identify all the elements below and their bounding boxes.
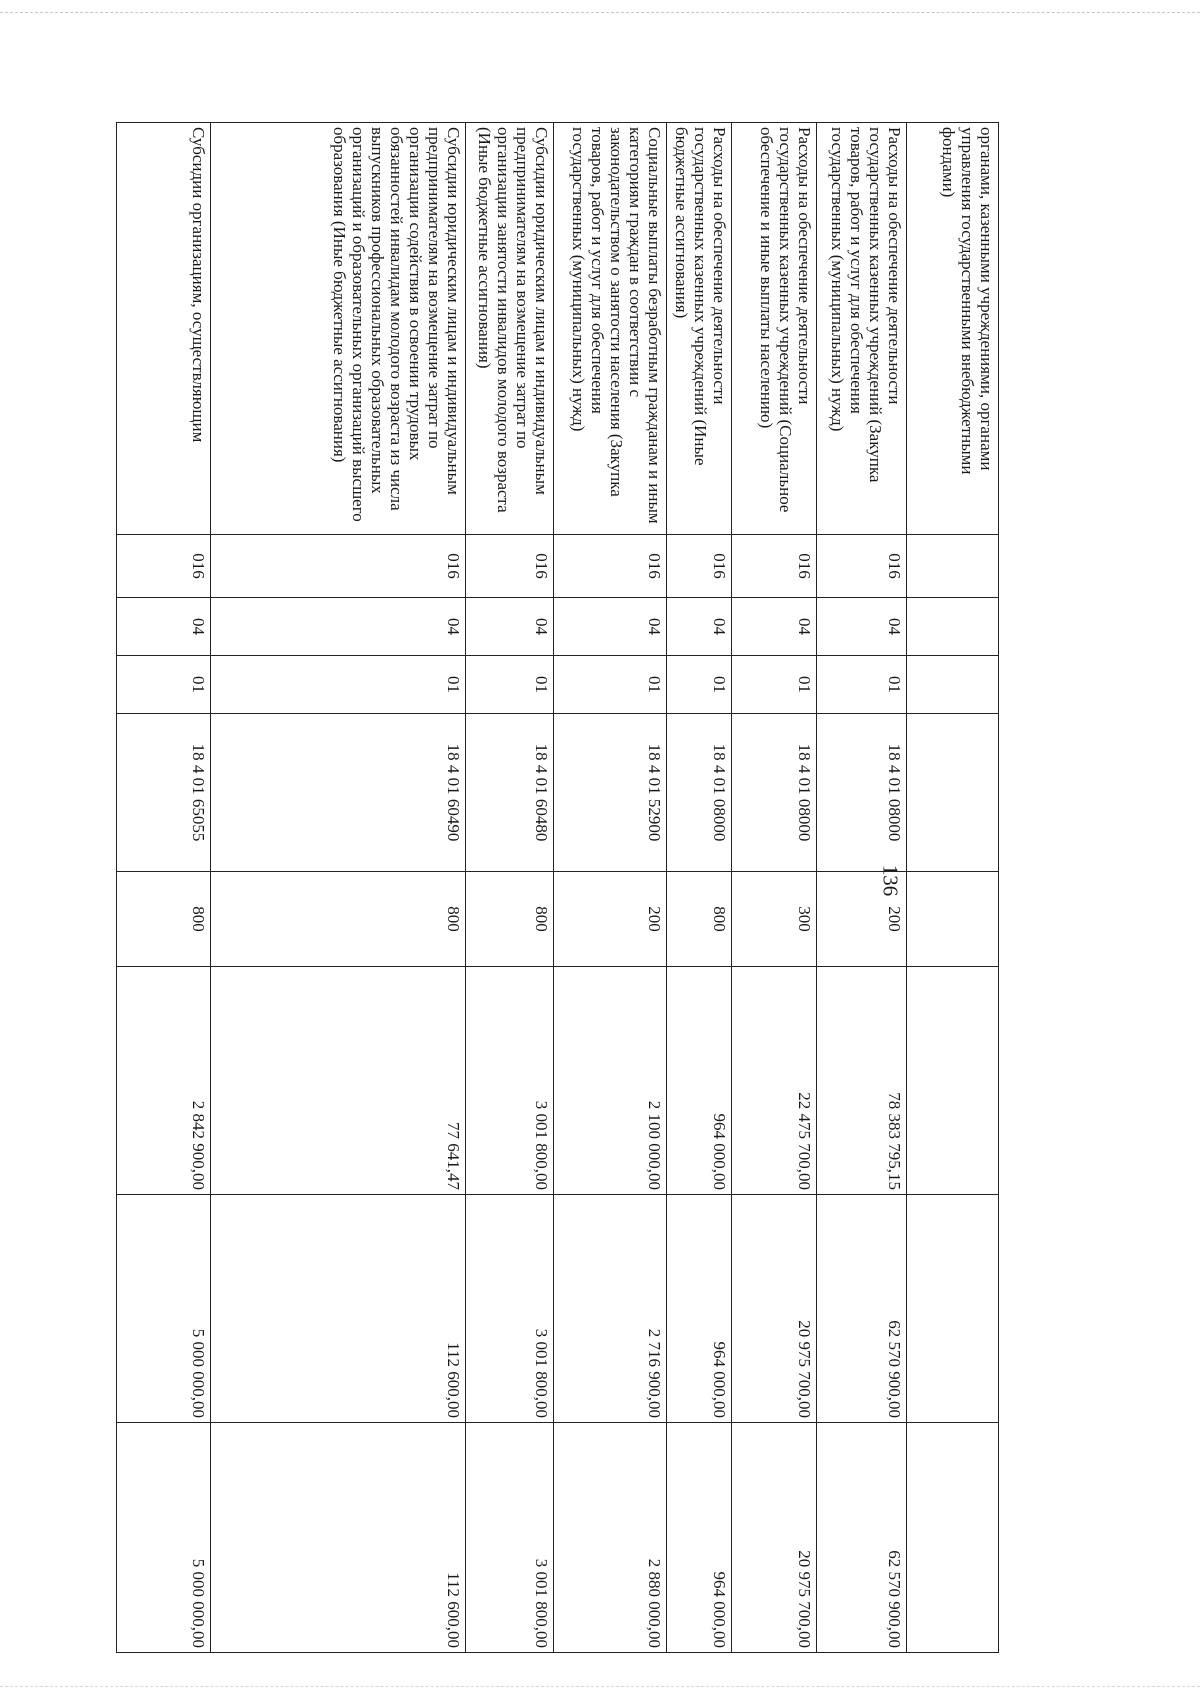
- subsection-code: 01: [466, 656, 554, 714]
- table-row: [554, 123, 667, 1653]
- amount-year-1: 3 001 800,00: [466, 967, 554, 1195]
- amount-year-1: 2 842 900,00: [117, 967, 211, 1195]
- table-row: [732, 123, 817, 1653]
- amount-year-2: [907, 1195, 999, 1423]
- expense-type-code: 300: [732, 872, 817, 967]
- table-row: [817, 123, 907, 1653]
- section-code: 04: [732, 598, 817, 656]
- expense-type-code: 800: [466, 872, 554, 967]
- section-code: 04: [554, 598, 667, 656]
- section-code: 04: [466, 598, 554, 656]
- expense-type-code: [907, 872, 999, 967]
- subsection-code: 01: [732, 656, 817, 714]
- table-row: [907, 123, 999, 1653]
- amount-year-2: 112 600,00: [211, 1195, 466, 1423]
- section-code: 04: [211, 598, 466, 656]
- amount-year-1: 78 383 795,15: [817, 967, 907, 1195]
- ministry-code: [907, 535, 999, 598]
- scan-top-edge: [0, 12, 1200, 13]
- target-article-code: 18 4 01 65055: [117, 714, 211, 872]
- subsection-code: 01: [667, 656, 732, 714]
- ministry-code: 016: [211, 535, 466, 598]
- row-description: Субсидии юридическим лицам и индивидуальным предпринимателям на возмещение затрат по организации содействия в освоении трудовых обязанностей инвалидам молодого возраста из числа выпускников профессиональных образовательных организаций и образовательных организаций высшего образования (Иные бюджетные ассигнования): [211, 123, 466, 535]
- rotated-table-container: [117, 122, 999, 1652]
- amount-year-1: 77 641,47: [211, 967, 466, 1195]
- budget-table-body: [117, 123, 999, 1653]
- expense-type-code: 200: [554, 872, 667, 967]
- section-code: [907, 598, 999, 656]
- expense-type-code: 800: [117, 872, 211, 967]
- amount-year-1: [907, 967, 999, 1195]
- ministry-code: 016: [667, 535, 732, 598]
- expense-type-code: 800: [211, 872, 466, 967]
- ministry-code: 016: [117, 535, 211, 598]
- row-description: Расходы на обеспечение деятельности государственных казенных учреждений (Социальное обеспечение и иные выплаты населению): [732, 123, 817, 535]
- budget-table: [116, 122, 999, 1653]
- amount-year-2: 62 570 900,00: [817, 1195, 907, 1423]
- amount-year-3: 20 975 700,00: [732, 1423, 817, 1653]
- scan-bottom-edge: [0, 1686, 1200, 1687]
- subsection-code: 01: [817, 656, 907, 714]
- amount-year-1: 22 475 700,00: [732, 967, 817, 1195]
- amount-year-2: 5 000 000,00: [117, 1195, 211, 1423]
- section-code: 04: [117, 598, 211, 656]
- amount-year-3: [907, 1423, 999, 1653]
- target-article-code: 18 4 01 60480: [466, 714, 554, 872]
- expense-type-code: 800: [667, 872, 732, 967]
- page-number: 136: [878, 864, 903, 897]
- amount-year-1: 964 000,00: [667, 967, 732, 1195]
- table-row: [117, 123, 211, 1653]
- subsection-code: 01: [117, 656, 211, 714]
- ministry-code: 016: [817, 535, 907, 598]
- target-article-code: 18 4 01 52900: [554, 714, 667, 872]
- section-code: 04: [817, 598, 907, 656]
- subsection-code: 01: [554, 656, 667, 714]
- expense-type-code: 200: [817, 872, 907, 967]
- amount-year-3: 62 570 900,00: [817, 1423, 907, 1653]
- row-description: Расходы на обеспечение деятельности государственных казенных учреждений (Иные бюджетные ассигнования): [667, 123, 732, 535]
- target-article-code: 18 4 01 08000: [732, 714, 817, 872]
- amount-year-2: 20 975 700,00: [732, 1195, 817, 1423]
- row-description: Социальные выплаты безработным гражданам и иным категориям граждан в соответствии с законодательством о занятости населения (Закупка товаров, работ и услуг для обеспечения государственных (муниципальных) нужд): [554, 123, 667, 535]
- table-row: [211, 123, 466, 1653]
- subsection-code: 01: [211, 656, 466, 714]
- target-article-code: [907, 714, 999, 872]
- row-description: Субсидии организациям, осуществляющим: [117, 123, 211, 535]
- target-article-code: 18 4 01 08000: [667, 714, 732, 872]
- amount-year-2: 2 716 900,00: [554, 1195, 667, 1423]
- row-description: органами, казенными учреждениями, органами управления государственными внебюджетными фондами): [907, 123, 999, 535]
- target-article-code: 18 4 01 08000: [817, 714, 907, 872]
- table-row: [466, 123, 554, 1653]
- ministry-code: 016: [732, 535, 817, 598]
- amount-year-3: 3 001 800,00: [466, 1423, 554, 1653]
- amount-year-3: 5 000 000,00: [117, 1423, 211, 1653]
- amount-year-3: 2 880 000,00: [554, 1423, 667, 1653]
- target-article-code: 18 4 01 60490: [211, 714, 466, 872]
- section-code: 04: [667, 598, 732, 656]
- ministry-code: 016: [466, 535, 554, 598]
- subsection-code: [907, 656, 999, 714]
- table-row: [667, 123, 732, 1653]
- amount-year-2: 964 000,00: [667, 1195, 732, 1423]
- amount-year-2: 3 001 800,00: [466, 1195, 554, 1423]
- row-description: Субсидии юридическим лицам и индивидуальным предпринимателям на возмещение затрат по организации занятости инвалидов молодого возраста (Иные бюджетные ассигнования): [466, 123, 554, 535]
- row-description: Расходы на обеспечение деятельности государственных казенных учреждений (Закупка товаров, работ и услуг для обеспечения государственных (муниципальных) нужд): [817, 123, 907, 535]
- amount-year-3: 112 600,00: [211, 1423, 466, 1653]
- amount-year-3: 964 000,00: [667, 1423, 732, 1653]
- amount-year-1: 2 100 000,00: [554, 967, 667, 1195]
- ministry-code: 016: [554, 535, 667, 598]
